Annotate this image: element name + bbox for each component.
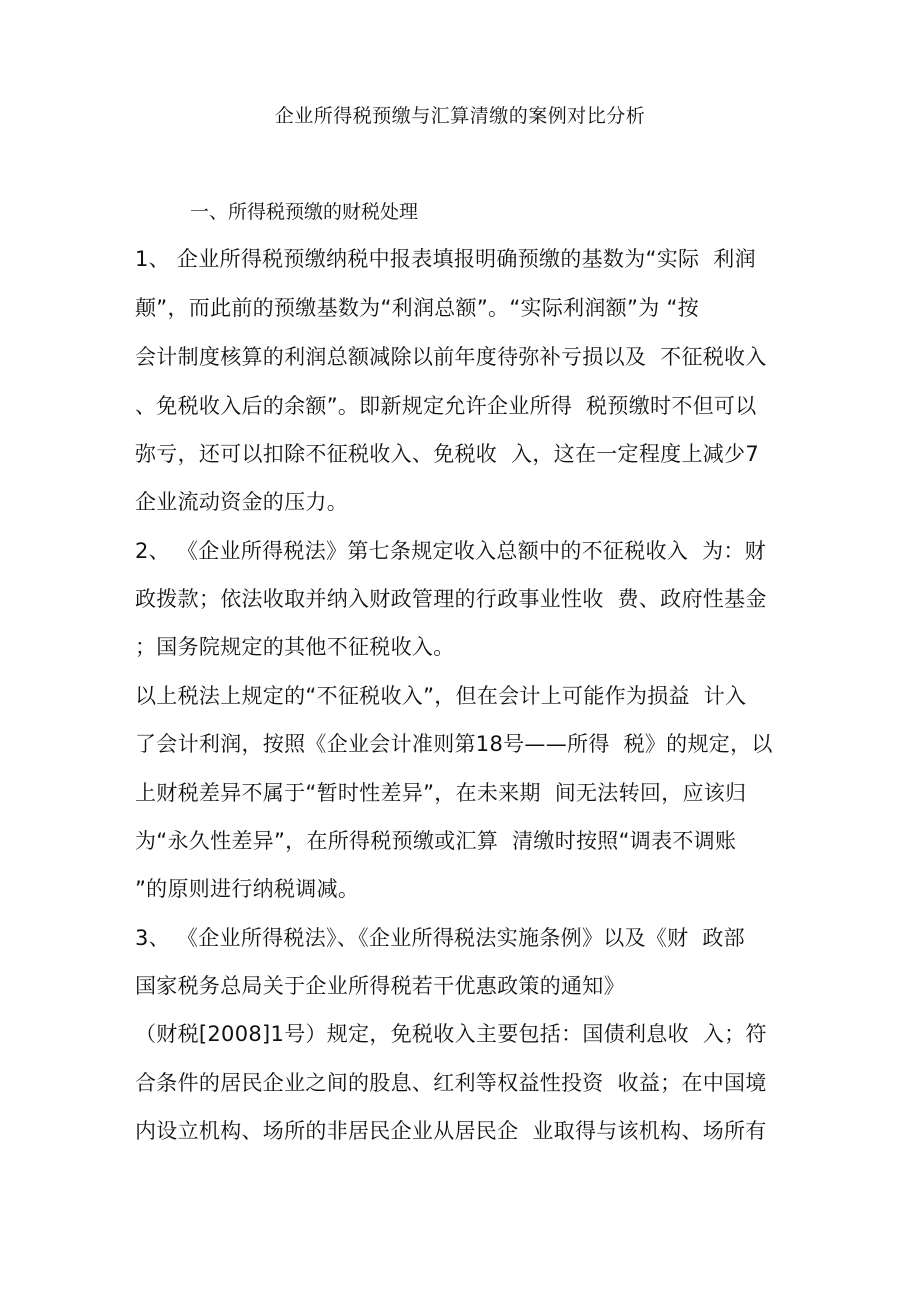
text-line: 1、 企业所得税预缴纳税中报表填报明确预缴的基数为“实际 利润: [135, 247, 756, 271]
text-line: 上财税差异不属于“暂时性差异”，在未来期 间无法转回，应该归: [135, 781, 747, 805]
text-line: ”的原则进行纳税调减。: [135, 877, 360, 901]
text-line: 会计制度核算的利润总额减除以前年度待弥补亏损以及 不征税收入: [135, 345, 767, 369]
text-line: 内设立机构、场所的非居民企业从居民企 业取得与该机构、场所有: [135, 1119, 767, 1143]
text-line: 、免税收入后的余额”。即新规定允许企业所得 税预缴时不但可以: [135, 394, 757, 418]
text-line: 3、 《企业所得税法》、《企业所得税法实施条例》以及《财 政部: [135, 926, 745, 950]
section-heading: 一、所得税预缴的财税处理: [190, 201, 419, 223]
text-line: 2、 《企业所得税法》第七条规定收入总额中的不征税收入 为：财: [135, 539, 766, 563]
text-line: 合条件的居民企业之间的股息、红利等权益性投资 收益；在中国境: [135, 1071, 767, 1095]
document-title: 企业所得税预缴与汇算清缴的案例对比分析: [274, 105, 646, 127]
text-line: 政拨款；依法收取并纳入财政管理的行政事业性收 费、政府性基金: [135, 587, 767, 611]
text-line: 了会计利润，按照《企业会计准则第18号——所得 税》的规定，以: [135, 732, 773, 756]
text-line: 弥亏，还可以扣除不征税收入、免税收 入，这在一定程度上减少7: [135, 442, 760, 466]
text-line: 企业流动资金的压力。: [135, 490, 348, 514]
text-line: 为“永久性差异”，在所得税预缴或汇算 清缴时按照“调表不调账: [135, 829, 737, 853]
text-line: 颠”，而此前的预缴基数为“利润总额”。“实际利润额”为 “按: [135, 296, 699, 320]
text-line: （财税[2008]1号）规定，免税收入主要包括：国债利息收 入；符: [135, 1022, 767, 1046]
text-line: ；国务院规定的其他不征税收入。: [135, 635, 455, 659]
text-line: 以上税法上规定的“不征税收入”，但在会计上可能作为损益 计入: [135, 684, 747, 708]
text-line: 国家税务总局关于企业所得税若干优惠政策的通知》: [135, 974, 625, 998]
